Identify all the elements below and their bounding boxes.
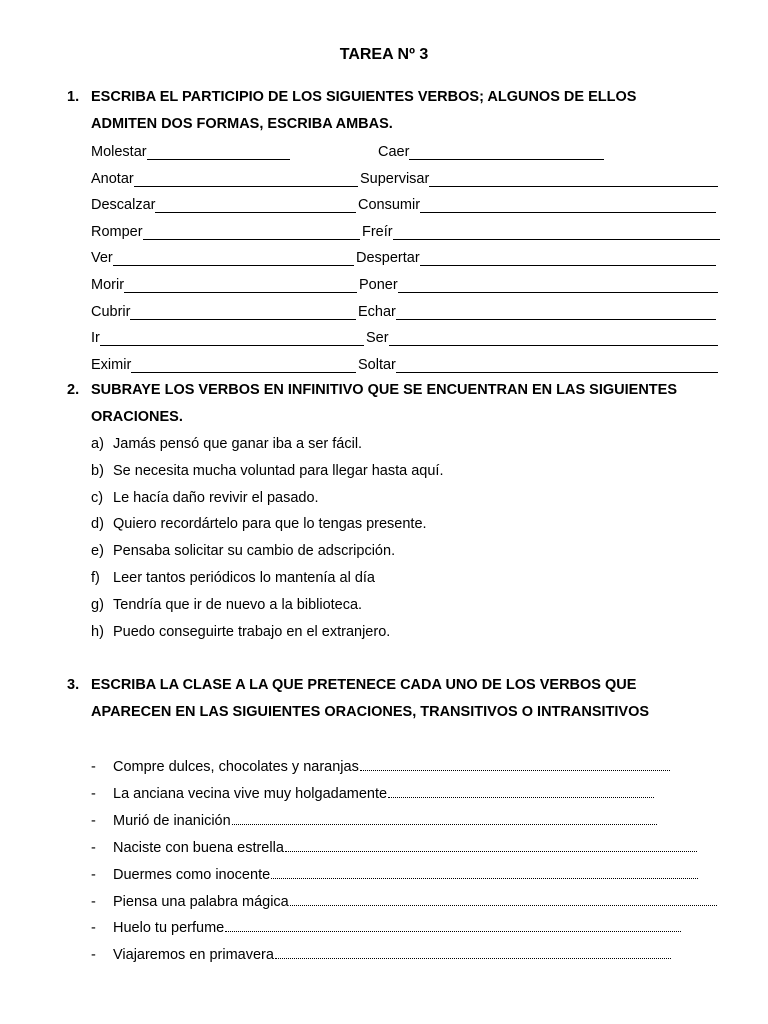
dash-marker: - (91, 866, 96, 883)
classify-sentence-item (91, 840, 731, 860)
sentence-text: Naciste con buena estrella (113, 839, 284, 856)
answer-dotted-blank[interactable] (360, 770, 670, 771)
verb-label-left: Eximir (91, 356, 132, 373)
answer-blank-right[interactable] (429, 186, 718, 187)
verb-label-left: Morir (91, 277, 125, 293)
sentence-text: Pensaba solicitar su cambio de adscripción. (113, 543, 396, 560)
answer-dotted-blank[interactable] (290, 905, 717, 906)
answer-blank-right[interactable] (389, 345, 718, 346)
classify-sentence-item (91, 759, 731, 779)
dash-marker: - (91, 947, 96, 964)
sentence-text: Leer tantos periódicos lo mantenía al día (113, 570, 375, 586)
verb-label-left: Cubrir (91, 303, 131, 320)
verb-label-left: Ver (91, 250, 113, 267)
verb-label-right: Consumir (358, 197, 421, 214)
sentence-text: Jamás pensó que ganar iba a ser fácil. (113, 436, 363, 452)
sentence-text: Duermes como inocente (113, 866, 271, 883)
answer-blank-left[interactable] (100, 345, 364, 346)
section-3-number: 3. (67, 677, 80, 693)
verb-label-left: Ir (91, 330, 100, 347)
participle-row (0, 250, 768, 270)
sentence-item (91, 624, 731, 644)
answer-blank-left[interactable] (130, 319, 356, 320)
participle-row (0, 330, 768, 350)
answer-dotted-blank[interactable] (271, 878, 698, 879)
dash-marker: - (91, 759, 96, 775)
section-1-heading-line-1: ESCRIBA EL PARTICIPIO DE LOS SIGUIENTES VERBOS; ALGUNOS DE ELLOS (91, 89, 637, 105)
section-1-heading-line-2: ADMITEN DOS FORMAS, ESCRIBA AMBAS. (91, 116, 393, 132)
sentence-item (91, 490, 731, 510)
dash-marker: - (91, 839, 96, 856)
answer-blank-right[interactable] (393, 239, 720, 240)
sentence-text: La anciana vecina vive muy holgadamente (113, 785, 388, 802)
dash-marker: - (91, 812, 96, 829)
participle-row (0, 224, 768, 244)
section-3-heading-line-2: APARECEN EN LAS SIGUIENTES ORACIONES, TRANSITIVOS O INTRANSITIVOS (91, 704, 650, 720)
classify-sentence-item (91, 867, 731, 887)
item-marker: a) (91, 436, 104, 452)
answer-dotted-blank[interactable] (388, 797, 654, 798)
participle-row (0, 277, 768, 297)
dash-marker: - (91, 893, 96, 910)
sentence-text: Murió de inanición (113, 812, 231, 829)
sentence-text: Piensa una palabra mágica (113, 893, 289, 910)
section-2-number: 2. (67, 382, 80, 398)
classify-sentence-item (91, 947, 731, 967)
verb-label-right: Echar (358, 303, 396, 320)
verb-label-left: Molestar (91, 144, 147, 160)
answer-blank-right[interactable] (396, 319, 716, 320)
answer-blank-right[interactable] (420, 212, 716, 213)
answer-blank-right[interactable] (420, 265, 716, 266)
classify-sentence-item (91, 894, 731, 914)
verb-label-right: Ser (366, 330, 389, 347)
section-1-number: 1. (67, 89, 80, 105)
sentence-text: Huelo tu perfume (113, 920, 225, 937)
answer-blank-right[interactable] (396, 372, 718, 373)
item-marker: d) (91, 516, 104, 533)
verb-label-left: Anotar (91, 170, 134, 187)
answer-blank-left[interactable] (147, 159, 290, 160)
sentence-text: Se necesita mucha voluntad para llegar hasta aquí. (113, 462, 444, 479)
item-marker: h) (91, 623, 104, 640)
classify-sentence-item (91, 813, 731, 833)
item-marker: f) (91, 570, 100, 586)
sentence-item (91, 570, 731, 590)
answer-blank-left[interactable] (143, 239, 360, 240)
answer-blank-right[interactable] (409, 159, 604, 160)
verb-label-right: Supervisar (360, 170, 430, 187)
sentence-item (91, 597, 731, 617)
section-2-heading-line-1: SUBRAYE LOS VERBOS EN INFINITIVO QUE SE ENCUENTRAN EN LAS SIGUIENTES (91, 382, 677, 398)
verb-label-left: Descalzar (91, 197, 156, 214)
answer-dotted-blank[interactable] (232, 824, 657, 825)
participle-row (0, 144, 768, 164)
sentence-text: Puedo conseguirte trabajo en el extranjero. (113, 623, 391, 640)
sentence-text: Viajaremos en primavera (113, 947, 274, 964)
answer-blank-left[interactable] (134, 186, 358, 187)
item-marker: b) (91, 462, 104, 479)
page-title: TAREA Nº 3 (339, 46, 429, 63)
verb-label-right: Despertar (356, 250, 420, 267)
verb-label-right: Poner (359, 277, 398, 293)
section-2-heading-line-2: ORACIONES. (91, 409, 183, 425)
answer-blank-left[interactable] (131, 372, 356, 373)
verb-label-right: Caer (378, 144, 410, 160)
dash-marker: - (91, 920, 96, 937)
classify-sentence-item (91, 920, 731, 940)
participle-row (0, 304, 768, 324)
answer-dotted-blank[interactable] (285, 851, 697, 852)
dash-marker: - (91, 785, 96, 802)
answer-blank-left[interactable] (155, 212, 356, 213)
sentence-item (91, 543, 731, 563)
verb-label-right: Soltar (358, 356, 396, 373)
item-marker: c) (91, 489, 104, 506)
item-marker: e) (91, 543, 104, 560)
answer-blank-right[interactable] (398, 292, 718, 293)
section-3-heading-line-1: ESCRIBA LA CLASE A LA QUE PRETENECE CADA UNO DE LOS VERBOS QUE (91, 677, 637, 693)
participle-row (0, 357, 768, 377)
item-marker: g) (91, 596, 104, 613)
sentence-text: Quiero recordártelo para que lo tengas presente. (113, 516, 427, 533)
sentence-text: Le hacía daño revivir el pasado. (113, 489, 319, 506)
answer-dotted-blank[interactable] (225, 931, 681, 932)
answer-blank-left[interactable] (113, 265, 354, 266)
verb-label-left: Romper (91, 223, 143, 240)
answer-blank-left[interactable] (124, 292, 357, 293)
participle-row (0, 171, 768, 191)
sentence-item (91, 436, 731, 456)
answer-dotted-blank[interactable] (275, 958, 671, 959)
verb-label-right: Freír (362, 223, 393, 240)
participle-row (0, 197, 768, 217)
classify-sentence-item (91, 786, 731, 806)
sentence-text: Tendría que ir de nuevo a la biblioteca. (113, 596, 363, 613)
sentence-item (91, 463, 731, 483)
sentence-item (91, 516, 731, 536)
sentence-text: Compre dulces, chocolates y naranjas (113, 759, 359, 775)
